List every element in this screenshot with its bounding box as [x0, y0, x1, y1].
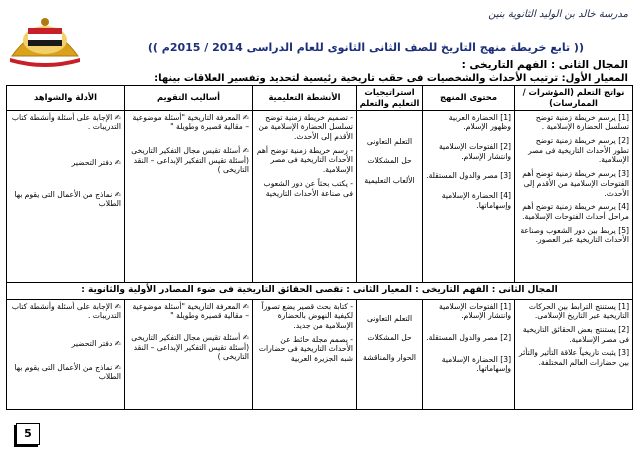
list-item: التعلم التعاونى: [366, 313, 413, 323]
page-number: 5: [16, 423, 40, 445]
strategies-cell: [357, 110, 423, 282]
curriculum-table-2: [6, 282, 633, 410]
list-item: الألعاب التعليمية: [364, 175, 415, 185]
assessment-cell: [125, 110, 253, 282]
table-row: [7, 110, 633, 282]
list-item: التعلم التعاونى: [366, 136, 413, 146]
list-item: ✍ المعرفة التاريخية "أسئلة موضوعية – مقالية قصيرة وطويلة ": [132, 301, 250, 321]
list-item: [3] يرسم خريطة زمنية توضح أهم الفتوحات الإسلامية من الأقدم إلى الأحدث.: [522, 169, 629, 198]
evidence-cell: [7, 299, 125, 409]
list-item: [4] الحضارة الإسلامية وإسهاماتها.: [441, 191, 511, 210]
list-item: - يكتب بحثاً عن دور الشعوب فى صناعة الأحداث التاريخية: [263, 178, 353, 198]
content-cell: [423, 110, 515, 282]
school-logo: [4, 6, 86, 68]
col-evidence: الأدلة والشواهد: [7, 86, 125, 111]
list-item: ✍ دفتر التحضير: [71, 338, 122, 348]
list-item: ✍ دفتر التحضير: [71, 157, 121, 167]
list-item: [3] يثبت تاريخياً علاقة التأثير والتأثر بين حضارات العالم المختلفة.: [518, 348, 630, 368]
list-item: ✍ نماذج من الأعمال التى يقوم بها الطلاب: [14, 189, 121, 209]
list-item: [2] الفتوحات الإسلامية وانتشار الإسلام.: [438, 141, 511, 161]
list-item: حل المشكلات: [367, 333, 412, 343]
strategies-cell: [357, 299, 423, 409]
list-item: ✍ أسئلة تقيس مجال التفكير التاريخى (أسئلة تقيس التفكير الإبداعى – النقد التاريخى ): [131, 145, 249, 175]
curriculum-table-1: [6, 85, 633, 283]
col-activities: الأنشطة التعليمية: [253, 86, 357, 111]
list-item: حل المشكلات: [367, 156, 412, 166]
list-item: [5] يربط بين دور الشعوب وصناعة الأحداث التاريخية عبر العصور.: [520, 225, 629, 245]
list-item: [1] يستنتج الترابط بين الحركات التاريخية عبر التاريخ الإسلامى.: [528, 301, 630, 321]
list-item: - كتابة بحث قصير يضع تصوراً لكيفية النهوض بالحضارة الإسلامية من جديد.: [261, 301, 354, 330]
col-assessment: أساليب التقويم: [125, 86, 253, 111]
table-header-row: [7, 86, 633, 111]
list-item: [2] يستنتج بعض الحقائق التاريخية فى مصر الإسلامية.: [522, 324, 630, 344]
list-item: ✍ المعرفة التاريخية "أسئلة موضوعية – مقالية قصيرة وطويلة ": [132, 112, 249, 132]
list-item: [2] يرسم خريطة زمنية توضح تطور الأحداث التاريخية فى مصر الإسلامية.: [528, 135, 629, 165]
content-cell: [423, 299, 515, 409]
evidence-cell: [7, 110, 125, 282]
activities-cell: [253, 299, 357, 409]
school-name: مدرسة خالد بن الوليد الثانوية بنين: [488, 9, 628, 20]
assessment-cell: [125, 299, 253, 409]
domain-heading: المجال الثانى : الفهم التاريخى :: [461, 59, 628, 71]
list-item: - رسم خريطة زمنية توضح أهم الأحداث التاريخية فى مصر الإسلامية.: [256, 145, 353, 175]
list-item: [1] الحضارة العربية وظهور الإسلام.: [448, 112, 511, 132]
standard-heading: المعيار الأول: ترتيب الأحداث والشخصيات فى حقب تاريخية رئيسية لتحديد وتفسير العلاقات بينها:: [154, 73, 628, 84]
col-content: محتوى المنهج: [423, 86, 515, 111]
outcomes-cell: [515, 299, 633, 409]
list-item: الحوار والمناقشة: [363, 352, 417, 362]
list-item: [2] مصر والدول المستقلة.: [426, 332, 512, 342]
domain-row: [7, 283, 633, 300]
domain-2-heading: المجال الثانى : الفهم التاريخى : المعيار الثانى : تقصى الحقائق التاريخية فى ضوء المصادر الأولية والثانوية :: [7, 283, 633, 300]
activities-cell: [253, 110, 357, 282]
list-item: ✍ أسئلة تقيس مجال التفكير التاريخى (أسئلة تقيس التفكير الإبداعى – النقد التاريخى ): [131, 332, 250, 362]
list-item: [4] يرسم خريطة زمنية توضح أهم مراحل أحداث الفتوحات الإسلامية.: [522, 202, 629, 221]
list-item: [3] الحضارة الإسلامية وإسهاماتها.: [441, 354, 512, 374]
list-item: - يصمم مجلة حائط عن الأحداث التاريخية فى حضارات شبه الجزيرة العربية: [258, 334, 354, 364]
list-item: ✍ نماذج من الأعمال التى يقوم بها الطلاب: [14, 362, 122, 382]
col-outcomes: نواتج التعلم (المؤشرات / الممارسات): [515, 86, 633, 111]
table-row: [7, 299, 633, 409]
page-title: (( تابع خريطة منهج التاريخ للصف الثانى الثانوى للعام الدراسى 2014 / 2015م )): [147, 41, 584, 54]
list-item: [1] يرسم خريطة زمنية توضح تسلسل الحضارة الإسلامية .: [535, 112, 629, 132]
list-item: [1] الفتوحات الإسلامية وانتشار الإسلام.: [439, 301, 512, 321]
list-item: [3] مصر والدول المستقلة.: [426, 171, 511, 181]
list-item: - تصميم خريطة زمنية توضح تسلسل الحضارة الإسلامية من الأقدم إلى الأحدث.: [258, 112, 353, 141]
list-item: ✍ الإجابة على أسئلة وأنشطة كتاب التدريبات .: [11, 112, 121, 132]
list-item: ✍ الإجابة على أسئلة وأنشطة كتاب التدريبات .: [11, 301, 122, 321]
outcomes-cell: [515, 110, 633, 282]
col-strategies: استراتيجيات التعليم والتعلم: [357, 86, 423, 111]
